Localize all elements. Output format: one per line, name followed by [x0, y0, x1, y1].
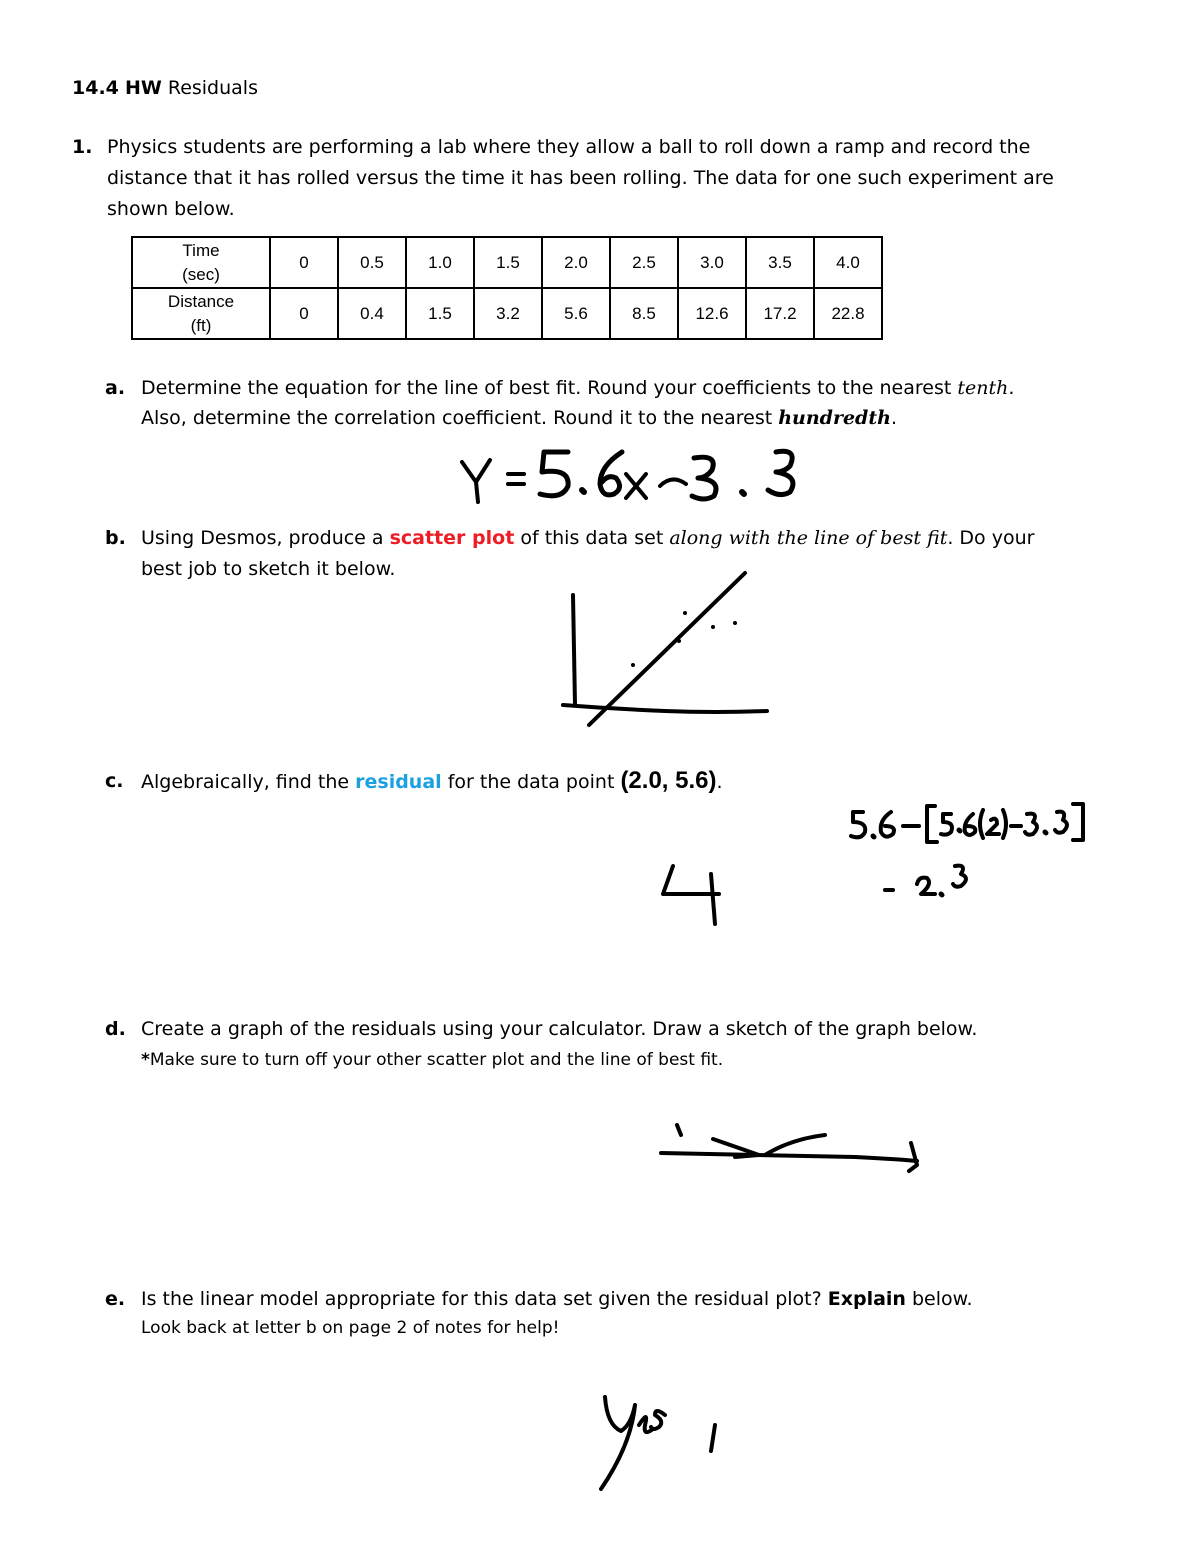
part-b-line2: best job to sketch it below.	[141, 558, 396, 580]
table-cell: 4.0	[814, 237, 882, 288]
table-cell: 0	[270, 237, 338, 288]
problem-text-line1: Physics students are performing a lab where they allow a ball to roll down a ramp and record the	[107, 136, 1031, 158]
table-cell: 17.2	[746, 288, 814, 339]
table-row-time	[132, 237, 882, 288]
part-a-handwritten-answer	[450, 440, 840, 510]
part-e-letter: e.	[105, 1288, 126, 1310]
data-point	[683, 611, 687, 615]
table-cell: 1.0	[406, 237, 474, 288]
part-e-line1: Is the linear model appropriate for this data set given the residual plot? Explain below.	[141, 1288, 973, 1310]
table-cell: 3.5	[746, 237, 814, 288]
problem-text-line3: shown below.	[107, 198, 235, 220]
part-c-letter: c.	[105, 770, 124, 792]
part-c-handwritten-work	[845, 780, 1095, 910]
table-cell: 5.6	[542, 288, 610, 339]
part-d-line2: *Make sure to turn off your other scatter plot and the line of best fit.	[141, 1050, 724, 1070]
time-header: Time (sec)	[132, 237, 270, 288]
table-cell: 1.5	[474, 237, 542, 288]
part-a-letter: a.	[105, 377, 126, 399]
problem-number: 1.	[72, 136, 93, 158]
table-cell: 8.5	[610, 288, 678, 339]
part-b-letter: b.	[105, 527, 126, 549]
table-cell: 1.5	[406, 288, 474, 339]
table-cell: 3.2	[474, 288, 542, 339]
table-row-distance	[132, 288, 882, 339]
part-e-handwritten-answer	[595, 1385, 735, 1495]
table-cell: 0	[270, 288, 338, 339]
table-cell: 22.8	[814, 288, 882, 339]
data-point	[733, 621, 737, 625]
page-title: 14.4 HW Residuals	[72, 77, 258, 99]
data-point	[631, 663, 635, 667]
part-d-letter: d.	[105, 1018, 126, 1040]
data-table	[131, 236, 883, 340]
part-c-handwritten-answer	[655, 860, 735, 930]
part-e-line2: Look back at letter b on page 2 of notes for help!	[141, 1318, 560, 1338]
data-point	[711, 625, 715, 629]
table-cell: 0.4	[338, 288, 406, 339]
table-cell: 3.0	[678, 237, 746, 288]
residual-plot-sketch	[655, 1115, 925, 1175]
scatter-plot-sketch	[555, 565, 775, 735]
part-a-line1: Determine the equation for the line of best fit. Round your coefficients to the nearest tenth.	[141, 377, 1015, 399]
table-cell: 12.6	[678, 288, 746, 339]
table-cell: 0.5	[338, 237, 406, 288]
table-cell: 2.5	[610, 237, 678, 288]
distance-header: Distance (ft)	[132, 288, 270, 339]
problem-text-line2: distance that it has rolled versus the time it has been rolling. The data for one such experiment are	[107, 167, 1054, 189]
part-d-line1: Create a graph of the residuals using your calculator. Draw a sketch of the graph below.	[141, 1018, 978, 1040]
part-c-line: Algebraically, find the residual for the data point (2.0, 5.6).	[141, 767, 723, 794]
data-point	[677, 639, 681, 643]
part-a-line2: Also, determine the correlation coefficient. Round it to the nearest hundredth.	[141, 407, 897, 429]
table-cell: 2.0	[542, 237, 610, 288]
part-b-line1: Using Desmos, produce a scatter plot of this data set along with the line of best fit. Do your	[141, 527, 1035, 549]
